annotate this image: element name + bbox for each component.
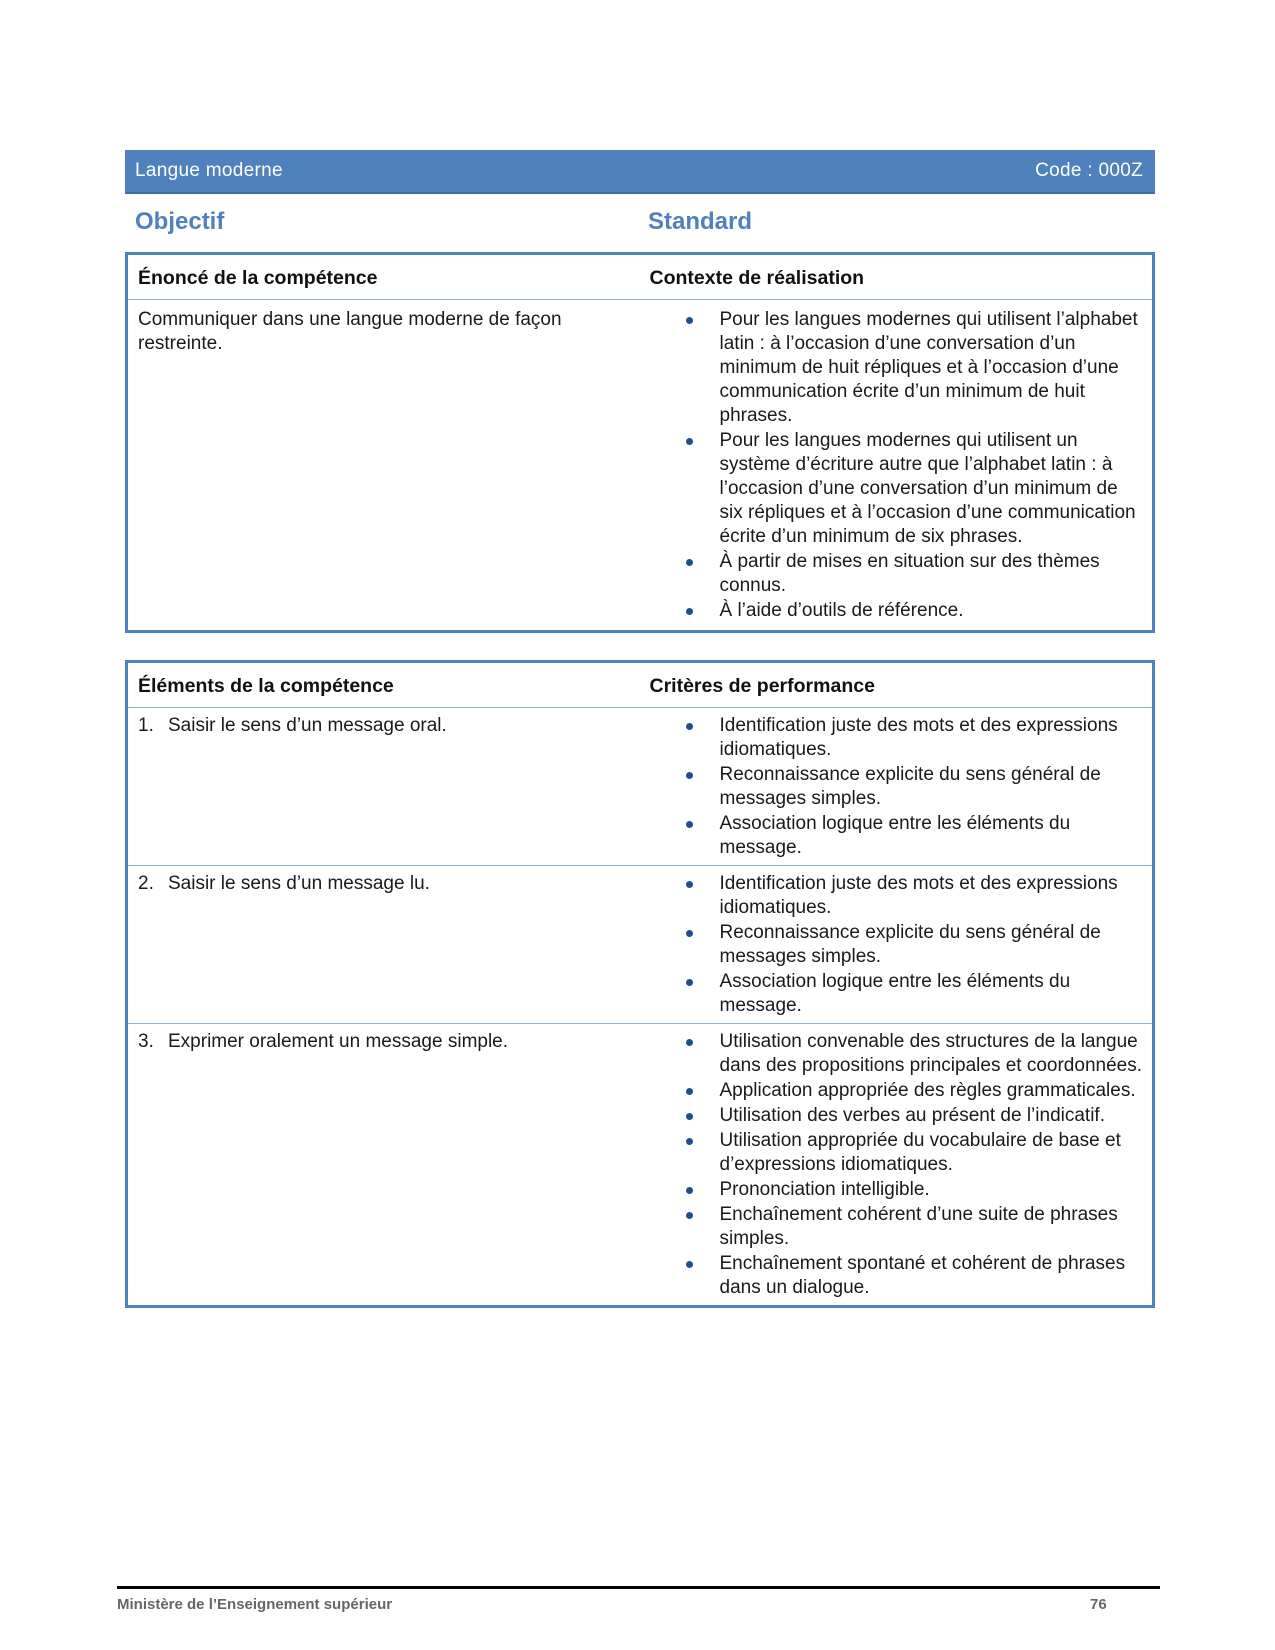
element-number: 2.: [138, 873, 154, 894]
list-item: À partir de mises en situation sur des thèmes connus.: [720, 550, 1143, 598]
list-item: Enchaînement spontané et cohérent de phrases dans un dialogue.: [720, 1252, 1143, 1300]
standard-heading: Standard: [648, 208, 753, 235]
course-code: Code : 000Z: [1035, 160, 1143, 181]
context-list: [650, 308, 1143, 623]
list-item: Pour les langues modernes qui utilisent l’alphabet latin : à l’occasion d’une conversation d’un minimum de huit répliques et à l’occasion d’une communication écrite d’un minimum de huit phrases.: [720, 308, 1143, 428]
header-banner: [125, 150, 1155, 192]
list-item: Prononciation intelligible.: [720, 1178, 1143, 1202]
list-item: Association logique entre les éléments du message.: [720, 970, 1143, 1018]
objectif-heading: Objectif: [135, 208, 225, 235]
list-item: Identification juste des mots et des expressions idiomatiques.: [720, 872, 1143, 920]
element-text: Saisir le sens d’un message lu.: [168, 873, 430, 894]
element-text: Saisir le sens d’un message oral.: [168, 715, 447, 736]
criteria-list: [650, 714, 1143, 860]
list-item: Reconnaissance explicite du sens général de messages simples.: [720, 921, 1143, 969]
competence-table: [125, 252, 1155, 633]
page-number: 76: [1090, 1596, 1107, 1613]
element-number: 3.: [138, 1031, 154, 1052]
footer-divider: [117, 1586, 1160, 1589]
elements-table: [125, 660, 1155, 1308]
section-headings: [125, 208, 1155, 242]
list-item: À l’aide d’outils de référence.: [720, 599, 1143, 623]
element-number: 1.: [138, 715, 154, 736]
table-row: [127, 1024, 1154, 1307]
table-row: [127, 866, 1154, 1024]
list-item: Utilisation des verbes au présent de l’indicatif.: [720, 1104, 1143, 1128]
table-row: [127, 708, 1154, 866]
list-item: Enchaînement cohérent d’une suite de phrases simples.: [720, 1203, 1143, 1251]
context-header: Contexte de réalisation: [640, 254, 1154, 300]
element-text: Exprimer oralement un message simple.: [168, 1031, 509, 1052]
table-row: [127, 300, 1154, 632]
criteria-header: Critères de performance: [640, 662, 1154, 708]
list-item: Utilisation convenable des structures de la langue dans des propositions principales et coordonnées.: [719, 1031, 1142, 1076]
list-item: Identification juste des mots et des expressions idiomatiques.: [720, 714, 1143, 762]
list-item: Reconnaissance explicite du sens général de messages simples.: [720, 763, 1143, 811]
list-item: Pour les langues modernes qui utilisent un système d’écriture autre que l’alphabet latin : à l’occasion d’une conversation d’un minimum de six répliques et à l’occasion d’une communication écrite d’un minimum de six phrases.: [720, 429, 1143, 549]
elements-header: Éléments de la compétence: [127, 662, 640, 708]
competence-statement: Communiquer dans une langue moderne de façon restreinte.: [138, 309, 562, 354]
list-item: Application appropriée des règles grammaticales.: [720, 1079, 1143, 1103]
footer-ministry: Ministère de l’Enseignement supérieur: [117, 1596, 393, 1613]
list-item: Utilisation appropriée du vocabulaire de base et d’expressions idiomatiques.: [720, 1129, 1143, 1177]
criteria-list: [650, 1030, 1143, 1300]
course-title: Langue moderne: [135, 160, 283, 181]
criteria-list: [650, 872, 1143, 1018]
list-item: Association logique entre les éléments du message.: [720, 812, 1143, 860]
statement-header: Énoncé de la compétence: [127, 254, 640, 300]
